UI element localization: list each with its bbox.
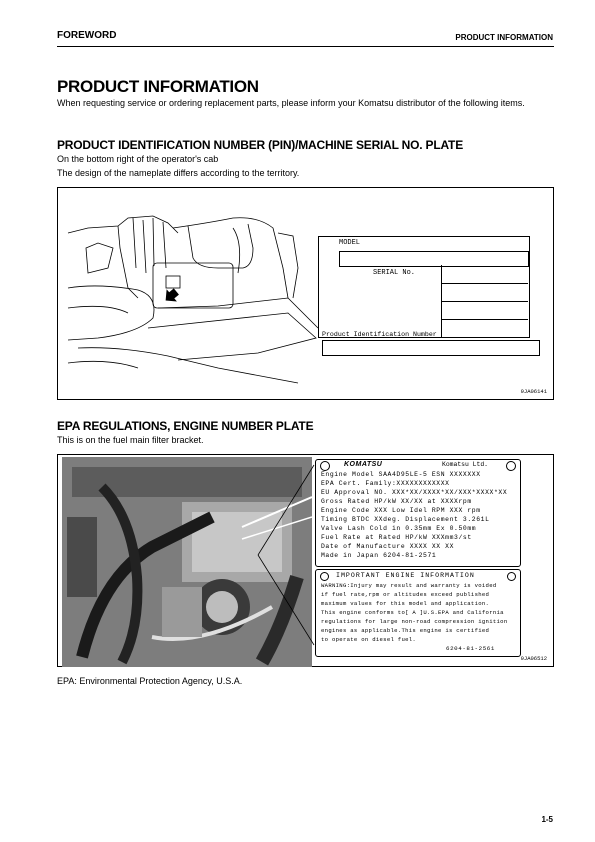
epa-figure (57, 454, 554, 667)
plate-line: EPA Cert. Family:XXXXXXXXXXXX (321, 480, 450, 487)
serial-field (441, 265, 528, 337)
plate-line: if fuel rate,rpm or altitudes exceed published (321, 591, 490, 598)
plate-line: Valve Lash Cold in 0.35mm Ex 0.50mm (321, 525, 477, 532)
location-arrow-icon (160, 285, 181, 306)
komatsu-logo: KOMATSU (344, 461, 383, 468)
plate-line: Engine Code XXX Low Idel RPM XXX rpm (321, 507, 481, 514)
pin-design-note: The design of the nameplate differs according to the territory. (57, 168, 300, 178)
engine-photo (62, 457, 312, 667)
plate-line: engines as applicable.This engine is certified (321, 627, 490, 634)
epa-figure-ref: 9JA06512 (520, 655, 547, 662)
model-label: MODEL (339, 239, 361, 247)
rivet-icon (320, 572, 329, 581)
plate-line: EU Approval NO. XXX*XX/XXXX*XX/XXX*XXXX*XX (321, 489, 508, 496)
pin-figure-ref: 9JA06141 (520, 388, 547, 395)
rivet-icon (506, 461, 516, 471)
page-title: PRODUCT INFORMATION (57, 77, 259, 96)
plate-line: maximum values for this model and application. (321, 600, 490, 607)
page-number: 1-5 (541, 815, 553, 824)
epa-footnote: EPA: Environmental Protection Agency, U.S.A. (57, 676, 243, 686)
serial-nameplate (318, 236, 530, 338)
pin-field (322, 340, 540, 356)
epa-heading: EPA REGULATIONS, ENGINE NUMBER PLATE (57, 419, 314, 433)
plate-line: Timing BTDC XXdeg. Displacement 3.261L (321, 516, 490, 523)
pin-heading: PRODUCT IDENTIFICATION NUMBER (PIN)/MACHINE SERIAL NO. PLATE (57, 138, 463, 152)
plate-line: This engine conforms to[ A ]U.S.EPA and California (321, 609, 504, 616)
plate-line: Fuel Rate at Rated HP/kW XXXmm3/st (321, 534, 472, 541)
header-section: FOREWORD (57, 30, 117, 41)
plate-line: regulations for large non-road compression ignition (321, 618, 508, 625)
company-name: Komatsu Ltd. (442, 461, 489, 468)
header-rule (57, 46, 554, 47)
engine-plate (315, 459, 521, 567)
info-plate-title: IMPORTANT ENGINE INFORMATION (336, 572, 475, 579)
plate-line: Gross Rated HP/kW XX/XX at XXXXrpm (321, 498, 472, 505)
intro-text: When requesting service or ordering replacement parts, please inform your Komatsu distributor of the following items. (57, 98, 525, 108)
plate-line: Engine Model SAA4D95LE-5 ESN XXXXXXX (321, 471, 481, 478)
plate-line: WARNING:Injury may result and warranty is voided (321, 582, 497, 589)
serial-label: SERIAL No. (373, 269, 416, 277)
pin-figure (57, 187, 554, 400)
epa-location-text: This is on the fuel main filter bracket. (57, 435, 204, 445)
plate-line: Made in Japan 6204-81-2571 (321, 552, 437, 559)
pin-label: Product Identification Number (322, 331, 437, 338)
info-plate-part-no: 6204-81-2561 (446, 645, 495, 652)
plate-line: to operate on diesel fuel. (321, 636, 417, 643)
rivet-icon (507, 572, 516, 581)
pin-location-text: On the bottom right of the operator's cab (57, 154, 219, 164)
engine-info-plate (315, 569, 521, 657)
header-topic: PRODUCT INFORMATION (455, 33, 553, 42)
plate-line: Date of Manufacture XXXX XX XX (321, 543, 455, 550)
rivet-icon (320, 461, 330, 471)
